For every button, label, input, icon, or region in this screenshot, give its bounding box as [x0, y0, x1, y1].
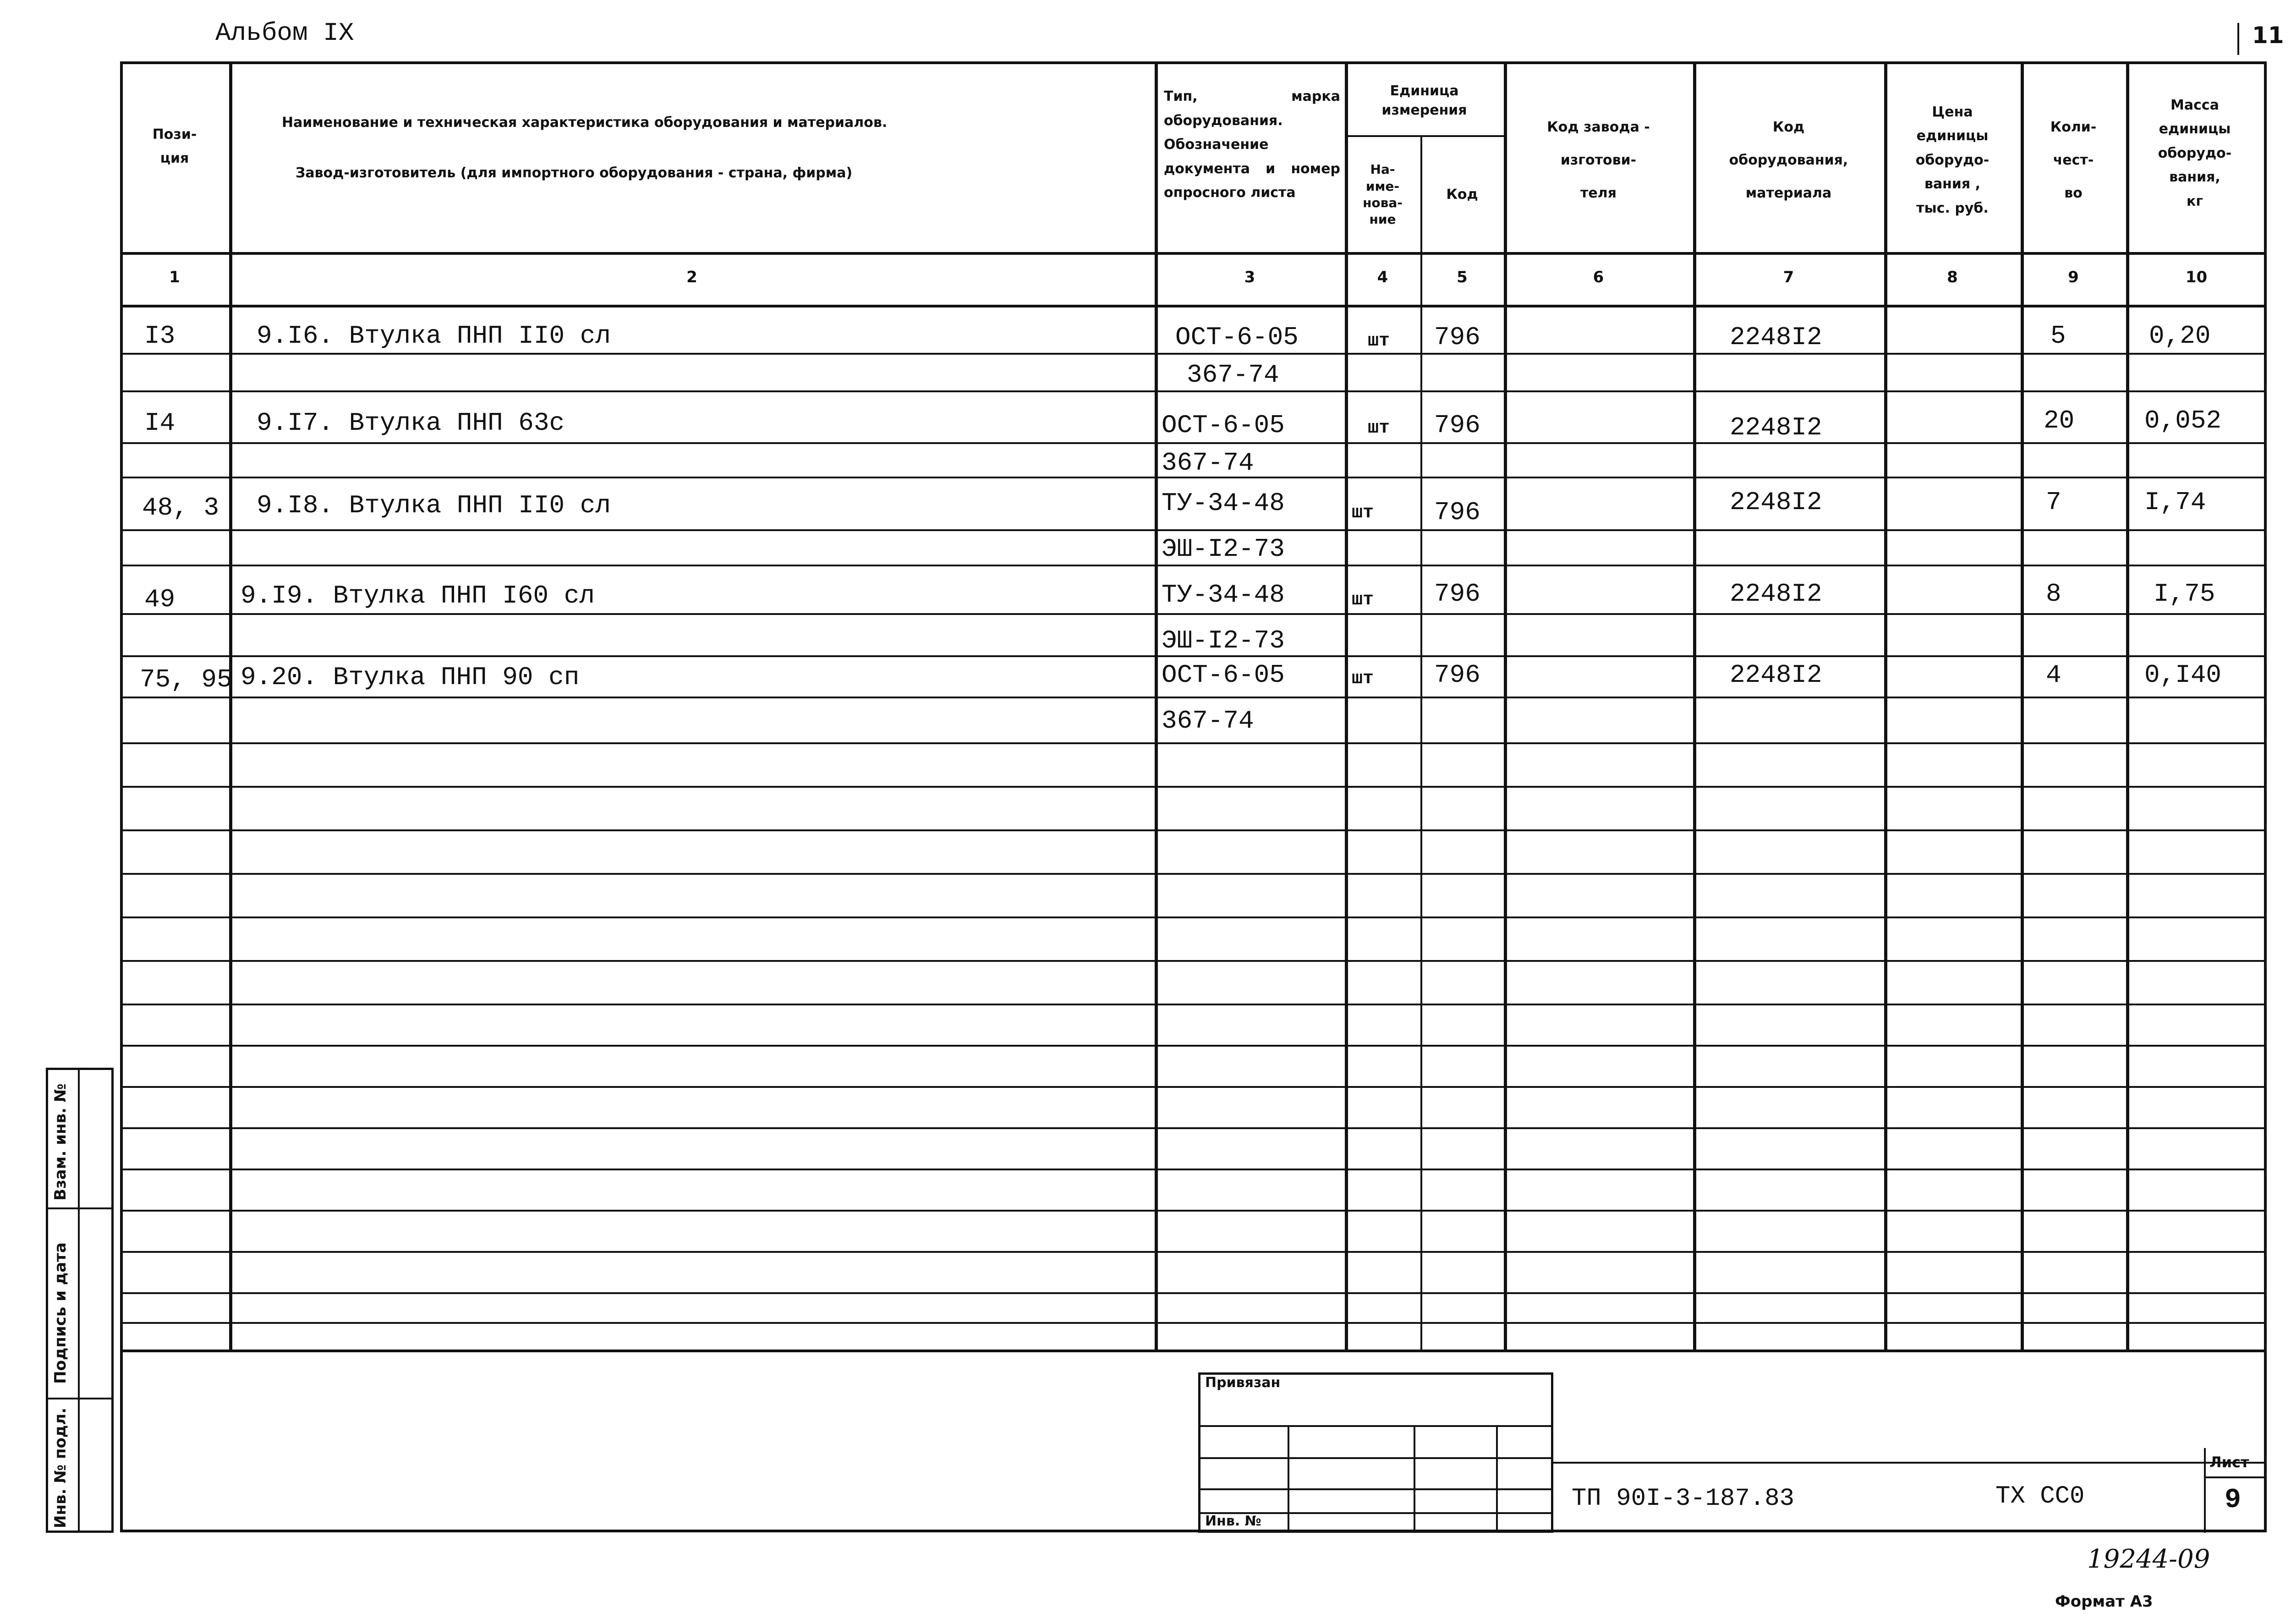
header-price: Цена единицы оборудо- вания , тыс. руб.: [1915, 104, 1990, 216]
col-line-8: [2021, 61, 2024, 1350]
row-line: [120, 1004, 2267, 1005]
stamp-code-top-line: [1553, 1462, 2267, 1464]
stamp-vline-2: [1414, 1425, 1415, 1533]
row-line: [120, 1251, 2267, 1253]
row-equipment-code: 2248I2: [1730, 579, 1822, 609]
stamp-sheet-line: [2204, 1476, 2267, 1478]
colnum-1: 1: [169, 268, 180, 286]
row-mass: I,74: [2144, 488, 2206, 517]
colnum-5: 5: [1457, 268, 1468, 286]
row-line: [120, 697, 2267, 698]
stamp-line-1: [1198, 1425, 1553, 1427]
row-line: [120, 565, 2267, 566]
row-line: [120, 655, 2267, 657]
colnum-6: 6: [1593, 268, 1604, 286]
row-name: 9.I8. Втулка ПНП II0 сл: [257, 491, 611, 520]
row-position: 75, 95: [140, 665, 232, 694]
format-label: Формат А3: [2055, 1592, 2153, 1611]
row-line: [120, 742, 2267, 744]
stamp-sheet-divider: [2204, 1448, 2206, 1533]
row-position: 49: [144, 585, 175, 614]
header-unit-name: На- име- нова- ние: [1363, 162, 1403, 227]
stamp-linked-label: Привязан: [1205, 1375, 1281, 1391]
row-unit-code: 796: [1434, 660, 1480, 690]
header-position: Пози- ция: [152, 126, 197, 166]
header-name-line1: Наименование и техническая характеристика оборудования и материалов.: [282, 115, 888, 131]
stamp-line-3: [1198, 1488, 1553, 1490]
row-unit: шт: [1368, 418, 1390, 439]
row-equipment-code: 2248I2: [1730, 413, 1822, 442]
stamp-linked-box: [1198, 1372, 1553, 1533]
row-name: 9.20. Втулка ПНП 90 сп: [241, 663, 580, 692]
stamp-inv-no: Инв. №: [1205, 1513, 1261, 1529]
row-line: [120, 916, 2267, 918]
row-line: [120, 1210, 2267, 1212]
row-position: 48, 3: [142, 493, 219, 522]
header-mass: Масса единицы оборудо- вания, кг: [2158, 97, 2232, 209]
row-doc-1: ТУ-34-48: [1162, 488, 1285, 518]
colnum-7: 7: [1783, 268, 1794, 286]
colnum-2: 2: [686, 268, 697, 286]
stamp-sheet-label: Лист: [2209, 1454, 2249, 1471]
page-number-top: 11: [2252, 22, 2284, 49]
colnum-3: 3: [1244, 268, 1255, 286]
row-unit-code: 796: [1434, 579, 1480, 609]
col-line-3: [1345, 61, 1348, 1350]
row-unit: шт: [1352, 669, 1374, 689]
col-line-2: [1155, 61, 1158, 1350]
row-quantity: 7: [2046, 488, 2061, 517]
row-mass: 0,20: [2149, 321, 2211, 351]
row-line: [120, 829, 2267, 831]
bottom-note: 19244-09: [2087, 1544, 2210, 1574]
row-equipment-code: 2248I2: [1730, 660, 1822, 690]
side-label-inv-orig: Инв. № подл.: [51, 1407, 70, 1528]
row-doc-2: ЭШ-I2-73: [1162, 626, 1285, 655]
stamp-doc-code: ТП 90I-3-187.83: [1572, 1485, 1795, 1513]
stamp-vline-3: [1496, 1425, 1498, 1533]
row-line: [120, 786, 2267, 788]
row-position: I3: [144, 321, 175, 351]
row-name: 9.I7. Втулка ПНП 63с: [257, 408, 565, 438]
row-name: 9.I6. Втулка ПНП II0 сл: [257, 321, 611, 351]
row-doc-1: ОСТ-6-05: [1175, 323, 1299, 352]
side-label-replace-inv: Взам. инв. №: [51, 1083, 70, 1201]
row-line: [120, 1322, 2267, 1324]
colnum-8: 8: [1947, 268, 1958, 286]
row-line: [120, 1045, 2267, 1047]
body-bottom-line: [120, 1350, 2267, 1352]
row-quantity: 20: [2044, 406, 2075, 435]
row-equipment-code: 2248I2: [1730, 488, 1822, 517]
row-line: [120, 960, 2267, 962]
row-line: [120, 1169, 2267, 1170]
row-quantity: 5: [2050, 321, 2066, 351]
row-line: [120, 873, 2267, 875]
row-doc-2: 367-74: [1187, 360, 1279, 390]
col-line-6: [1693, 61, 1696, 1350]
side-label-sign-date: Подпись и дата: [51, 1242, 70, 1384]
colnum-9: 9: [2068, 268, 2079, 286]
unit-group-line: [1345, 135, 1504, 137]
row-doc-1: ТУ-34-48: [1162, 580, 1285, 609]
row-unit-code: 796: [1434, 498, 1480, 527]
header-equipment-code: Код оборудования, материала: [1729, 119, 1848, 201]
colnum-bottom-line: [120, 305, 2267, 307]
side-strip-divider: [78, 1068, 80, 1533]
side-strip-line-2: [46, 1398, 114, 1399]
header-type-doc: Тип, марка оборудования. Обозначение документа и номер опросного листа: [1164, 88, 1340, 201]
row-line: [120, 1292, 2267, 1294]
header-unit-group: Единица измерения: [1381, 83, 1467, 118]
album-title: Альбом IX: [215, 18, 354, 48]
row-doc-1: ОСТ-6-05: [1162, 660, 1285, 690]
row-line: [120, 1127, 2267, 1129]
header-factory-code: Код завода - изготови- теля: [1547, 119, 1650, 201]
row-equipment-code: 2248I2: [1730, 323, 1822, 352]
row-unit: шт: [1352, 503, 1374, 523]
header-quantity: Коли- чест- во: [2050, 119, 2097, 201]
row-quantity: 8: [2046, 579, 2061, 609]
row-line: [120, 1086, 2267, 1088]
row-quantity: 4: [2046, 660, 2061, 690]
row-doc-2: ЭШ-I2-73: [1162, 534, 1285, 564]
row-line: [120, 353, 2267, 355]
col-line-9: [2126, 61, 2129, 1350]
row-unit: шт: [1352, 590, 1374, 610]
row-doc-2: 367-74: [1162, 448, 1254, 477]
row-line: [120, 613, 2267, 615]
header-name-line2: Завод-изготовитель (для импортного оборудования - страна, фирма): [296, 165, 853, 181]
stamp-vline-1: [1288, 1425, 1289, 1533]
stamp-line-2: [1198, 1457, 1553, 1459]
stamp-sheet-number: 9: [2225, 1485, 2242, 1516]
stamp-section: ТХ СС0: [1995, 1482, 2085, 1510]
row-mass: 0,052: [2144, 406, 2222, 435]
top-right-tick: [2237, 23, 2239, 55]
header-bottom-line: [120, 252, 2267, 255]
row-doc-1: ОСТ-6-05: [1162, 411, 1285, 440]
row-unit-code: 796: [1434, 323, 1480, 352]
col-line-1: [229, 61, 232, 1350]
row-line: [120, 390, 2267, 392]
colnum-4: 4: [1377, 268, 1388, 286]
row-doc-2: 367-74: [1162, 706, 1254, 735]
row-name: 9.I9. Втулка ПНП I60 сл: [241, 581, 595, 610]
row-line: [120, 442, 2267, 444]
row-unit-code: 796: [1434, 411, 1480, 440]
row-mass: I,75: [2154, 579, 2215, 609]
col-line-5: [1504, 61, 1507, 1350]
row-line: [120, 529, 2267, 531]
col-line-7: [1884, 61, 1887, 1350]
side-strip-line-1: [46, 1207, 114, 1209]
row-position: I4: [144, 408, 175, 438]
header-unit-code: Код: [1446, 186, 1478, 203]
row-unit: шт: [1368, 331, 1390, 351]
row-mass: 0,I40: [2144, 660, 2222, 690]
colnum-10: 10: [2185, 268, 2208, 286]
